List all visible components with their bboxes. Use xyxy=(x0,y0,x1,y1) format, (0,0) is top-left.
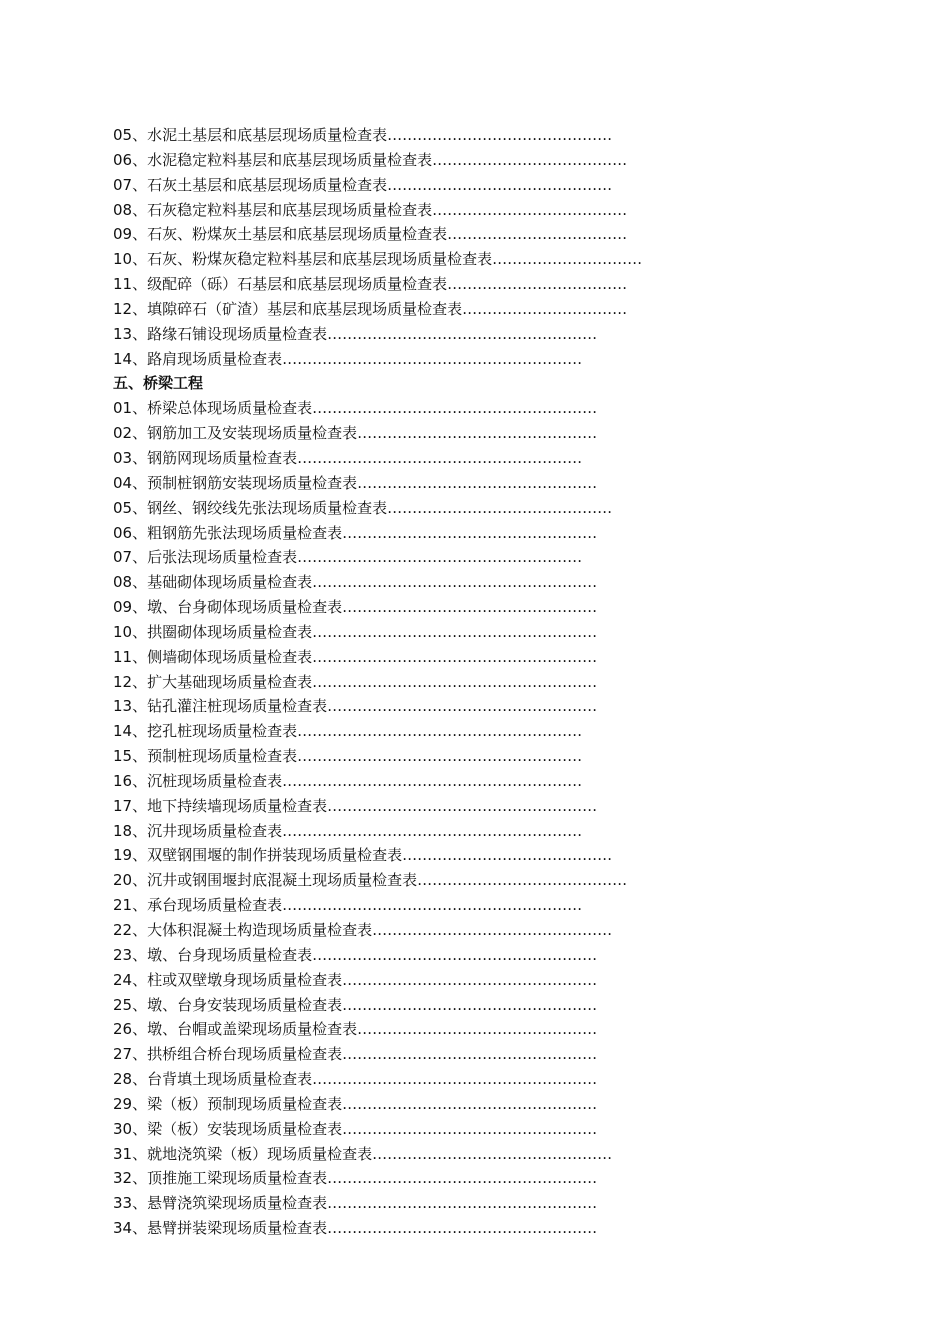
toc-entry xyxy=(113,471,813,496)
toc-entry xyxy=(113,769,813,794)
toc-entry-title: 19、双壁钢围堰的制作拼装现场质量检查表 xyxy=(113,846,403,865)
toc-entry xyxy=(113,968,813,993)
dot-leader: ………………………………………… xyxy=(357,473,598,492)
toc-entry-title: 13、路缘石铺设现场质量检查表 xyxy=(113,324,328,343)
toc-entry xyxy=(113,1042,813,1067)
toc-entry-title: 03、钢筋网现场质量检查表 xyxy=(113,448,298,467)
toc-entry-title: 32、顶推施工梁现场质量检查表 xyxy=(113,1169,328,1188)
toc-entry-title: 30、梁（板）安装现场质量检查表 xyxy=(113,1119,343,1138)
toc-entry-title: 18、沉井现场质量检查表 xyxy=(113,821,283,840)
dot-leader: …………………………………………… xyxy=(342,970,598,989)
toc-entry xyxy=(113,1092,813,1117)
dot-leader: …………………………………………………… xyxy=(282,771,583,790)
toc-entry xyxy=(113,843,813,868)
dot-leader: ………………………… xyxy=(492,250,643,269)
toc-entry-title: 01、桥梁总体现场质量检查表 xyxy=(113,399,313,418)
dot-leader: …………………………………………… xyxy=(342,1045,598,1064)
toc-entry xyxy=(113,1191,813,1216)
toc-entry-title: 10、拱圈砌体现场质量检查表 xyxy=(113,622,313,641)
toc-entry xyxy=(113,670,813,695)
toc-entry-title: 16、沉桩现场质量检查表 xyxy=(113,771,283,790)
dot-leader: ……………………………………………… xyxy=(327,697,598,716)
dot-leader: ……………………………………………… xyxy=(327,324,598,343)
table-of-contents xyxy=(113,123,813,1241)
toc-entry xyxy=(113,297,813,322)
toc-entry xyxy=(113,744,813,769)
dot-leader: ………………………………………… xyxy=(357,1020,598,1039)
toc-entry-title: 14、挖孔桩现场质量检查表 xyxy=(113,722,298,741)
dot-leader: ……………………………………… xyxy=(387,498,613,517)
toc-entry-title: 09、墩、台身砌体现场质量检查表 xyxy=(113,598,343,617)
dot-leader: …………………………………………… xyxy=(342,995,598,1014)
toc-entry xyxy=(113,694,813,719)
toc-entry xyxy=(113,719,813,744)
dot-leader: ………………………………… xyxy=(432,150,628,169)
dot-leader: ……………………………… xyxy=(447,225,628,244)
dot-leader: ……………………………… xyxy=(447,275,628,294)
dot-leader: ………………………………………………… xyxy=(297,448,583,467)
toc-entry-title: 08、基础砌体现场质量检查表 xyxy=(113,573,313,592)
toc-entry-title: 05、水泥土基层和底基层现场质量检查表 xyxy=(113,126,388,144)
dot-leader: ………………………………………………… xyxy=(297,747,583,766)
toc-entry-title: 02、钢筋加工及安装现场质量检查表 xyxy=(113,424,358,443)
toc-entry-title: 12、扩大基础现场质量检查表 xyxy=(113,672,313,691)
toc-entry-title: 17、地下持续墙现场质量检查表 xyxy=(113,796,328,815)
toc-entry xyxy=(113,645,813,670)
toc-entry xyxy=(113,819,813,844)
toc-entry xyxy=(113,322,813,347)
toc-entry-title: 07、石灰土基层和底基层现场质量检查表 xyxy=(113,175,388,194)
section-heading xyxy=(113,371,813,396)
toc-entry-title: 06、水泥稳定粒料基层和底基层现场质量检查表 xyxy=(113,150,433,169)
toc-entry-title: 28、台背填土现场质量检查表 xyxy=(113,1070,313,1089)
toc-entry-title: 14、路肩现场质量检查表 xyxy=(113,349,283,368)
toc-entry-title: 34、悬臂拼装梁现场质量检查表 xyxy=(113,1219,328,1238)
dot-leader: ………………………………………………… xyxy=(312,672,598,691)
dot-leader: …………………………………… xyxy=(402,846,613,865)
dot-leader: ………………………………………………… xyxy=(312,573,598,592)
dot-leader: ……………………………………… xyxy=(387,126,613,144)
toc-entry xyxy=(113,893,813,918)
toc-entry xyxy=(113,123,813,148)
toc-entry xyxy=(113,918,813,943)
toc-entry-title: 31、就地浇筑梁（板）现场质量检查表 xyxy=(113,1144,373,1163)
toc-entry-title: 24、柱或双壁墩身现场质量检查表 xyxy=(113,970,343,989)
toc-entry-title: 27、拱桥组合桥台现场质量检查表 xyxy=(113,1045,343,1064)
toc-entry xyxy=(113,496,813,521)
toc-entry-title: 15、预制桩现场质量检查表 xyxy=(113,747,298,766)
toc-entry xyxy=(113,1117,813,1142)
toc-entry xyxy=(113,868,813,893)
dot-leader: …………………………………………… xyxy=(342,1094,598,1113)
dot-leader: …………………………………… xyxy=(417,871,628,890)
dot-leader: ………………………………………………… xyxy=(297,722,583,741)
dot-leader: ………………………………………… xyxy=(372,921,613,939)
toc-entry xyxy=(113,993,813,1018)
dot-leader: …………………………………………………… xyxy=(282,349,583,368)
toc-entry xyxy=(113,1166,813,1191)
toc-entry-title: 11、级配碎（砾）石基层和底基层现场质量检查表 xyxy=(113,275,448,294)
toc-entry-title: 13、钻孔灌注桩现场质量检查表 xyxy=(113,697,328,716)
toc-entry xyxy=(113,173,813,198)
toc-entry xyxy=(113,347,813,372)
dot-leader: …………………………………………………… xyxy=(282,896,583,915)
toc-entry-title: 21、承台现场质量检查表 xyxy=(113,896,283,915)
toc-entry xyxy=(113,794,813,819)
toc-entry-title: 07、后张法现场质量检查表 xyxy=(113,548,298,567)
toc-entry xyxy=(113,521,813,546)
toc-entry xyxy=(113,396,813,421)
dot-leader: …………………………………………… xyxy=(342,523,598,542)
dot-leader: ………………………………………… xyxy=(357,424,598,443)
dot-leader: ………………………………………………… xyxy=(312,399,598,418)
toc-entry-title: 08、石灰稳定粒料基层和底基层现场质量检查表 xyxy=(113,200,433,219)
toc-entry-title: 09、石灰、粉煤灰土基层和底基层现场质量检查表 xyxy=(113,225,448,244)
dot-leader: ………………………………………………… xyxy=(312,1070,598,1089)
toc-entry xyxy=(113,943,813,968)
toc-entry xyxy=(113,1142,813,1167)
toc-entry-title: 22、大体积混凝土构造现场质量检查表 xyxy=(113,921,373,939)
toc-entry-title: 06、粗钢筋先张法现场质量检查表 xyxy=(113,523,343,542)
toc-entry xyxy=(113,198,813,223)
toc-entry xyxy=(113,595,813,620)
toc-entry-title: 11、侧墙砌体现场质量检查表 xyxy=(113,647,313,666)
dot-leader: ………………………………………………… xyxy=(297,548,583,567)
toc-entry xyxy=(113,272,813,297)
toc-entry xyxy=(113,1017,813,1042)
toc-entry-title: 25、墩、台身安装现场质量检查表 xyxy=(113,995,343,1014)
toc-entry-title: 10、石灰、粉煤灰稳定粒料基层和底基层现场质量检查表 xyxy=(113,250,493,269)
dot-leader: ………………………………………………… xyxy=(312,945,598,964)
dot-leader: ……………………………………………… xyxy=(327,1169,598,1188)
toc-entry-title: 04、预制桩钢筋安装现场质量检查表 xyxy=(113,473,358,492)
toc-entry xyxy=(113,620,813,645)
toc-entry-title: 05、钢丝、钢绞线先张法现场质量检查表 xyxy=(113,498,388,517)
toc-entry xyxy=(113,545,813,570)
dot-leader: ………………………………… xyxy=(432,200,628,219)
toc-entry-title: 29、梁（板）预制现场质量检查表 xyxy=(113,1094,343,1113)
dot-leader: ……………………………………… xyxy=(387,175,613,194)
toc-entry xyxy=(113,421,813,446)
toc-entry xyxy=(113,148,813,173)
toc-entry-title: 五、桥梁工程 xyxy=(113,374,204,393)
toc-entry xyxy=(113,222,813,247)
dot-leader: ………………………………………… xyxy=(372,1144,613,1163)
toc-entry xyxy=(113,1216,813,1241)
dot-leader: …………………………………………………… xyxy=(282,821,583,840)
toc-entry xyxy=(113,1067,813,1092)
dot-leader: ………………………………………………… xyxy=(312,647,598,666)
toc-entry-title: 26、墩、台帽或盖梁现场质量检查表 xyxy=(113,1020,358,1039)
toc-entry-title: 23、墩、台身现场质量检查表 xyxy=(113,945,313,964)
toc-entry-title: 20、沉井或钢围堰封底混凝土现场质量检查表 xyxy=(113,871,418,890)
toc-entry xyxy=(113,247,813,272)
toc-entry-title: 12、填隙碎石（矿渣）基层和底基层现场质量检查表 xyxy=(113,299,463,318)
dot-leader: …………………………………………… xyxy=(342,1119,598,1138)
toc-entry xyxy=(113,446,813,471)
toc-entry-title: 33、悬臂浇筑梁现场质量检查表 xyxy=(113,1194,328,1213)
dot-leader: ……………………………………………… xyxy=(327,796,598,815)
dot-leader: …………………………… xyxy=(462,299,628,318)
dot-leader: …………………………………………… xyxy=(342,598,598,617)
toc-entry xyxy=(113,570,813,595)
dot-leader: ……………………………………………… xyxy=(327,1219,598,1238)
dot-leader: ………………………………………………… xyxy=(312,622,598,641)
dot-leader: ……………………………………………… xyxy=(327,1194,598,1213)
